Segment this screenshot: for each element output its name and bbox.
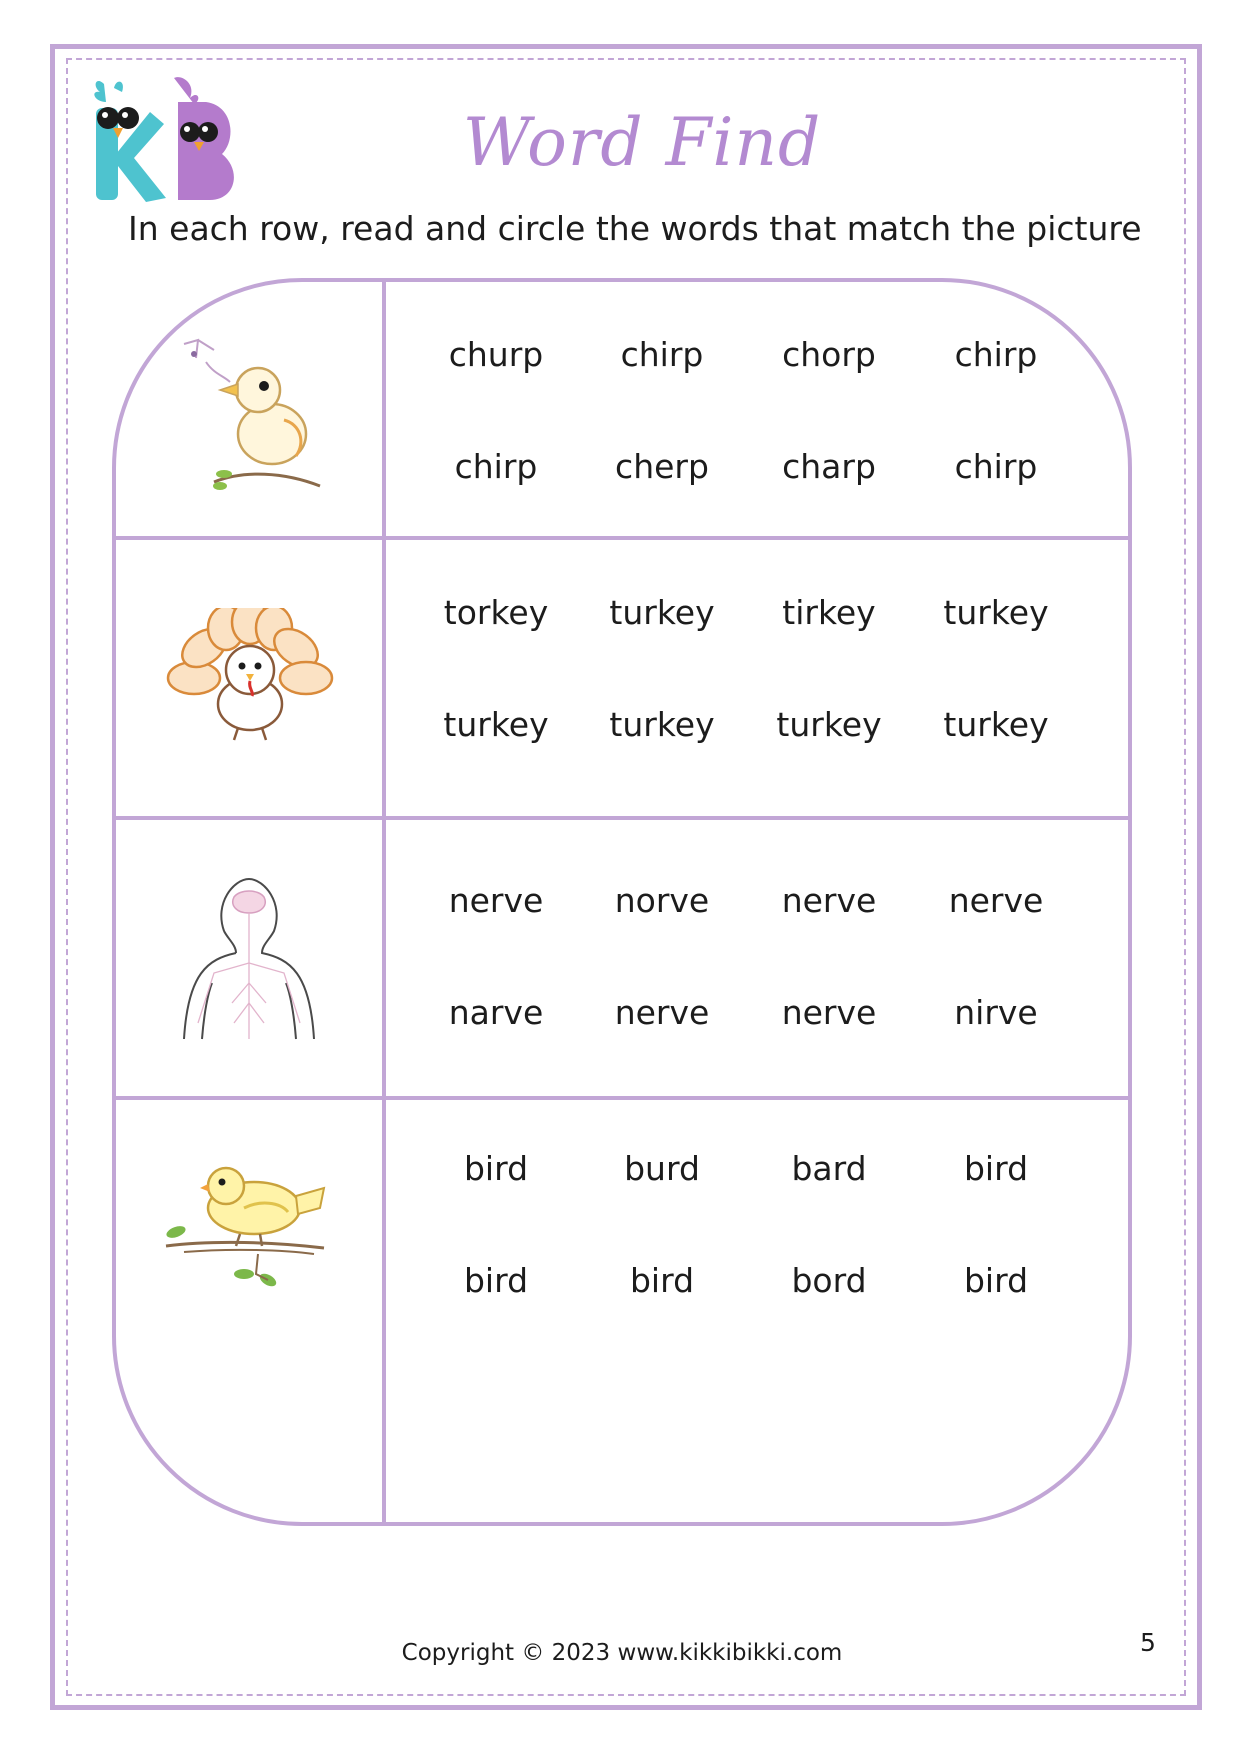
- word-line-1: [386, 330, 1128, 380]
- word-option[interactable]: bird: [963, 1149, 1029, 1188]
- word-option[interactable]: chirp: [620, 335, 704, 374]
- word-option[interactable]: torkey: [443, 593, 549, 632]
- instruction-text: In each row, read and circle the words that match the picture: [128, 209, 1142, 248]
- word-option[interactable]: tirkey: [782, 593, 876, 632]
- word-option[interactable]: nerve: [781, 881, 877, 920]
- word-line-2: [386, 988, 1128, 1038]
- word-line-2: [386, 442, 1128, 492]
- word-option[interactable]: turkey: [609, 705, 715, 744]
- word-line-2: [386, 700, 1128, 750]
- word-option[interactable]: chirp: [954, 335, 1038, 374]
- word-option[interactable]: nerve: [781, 993, 877, 1032]
- word-option[interactable]: bard: [791, 1149, 867, 1188]
- word-line-2: [386, 1256, 1128, 1306]
- word-options: [386, 540, 1128, 816]
- word-option[interactable]: charp: [782, 447, 876, 486]
- word-option[interactable]: bird: [463, 1261, 529, 1300]
- word-option[interactable]: nerve: [614, 993, 710, 1032]
- word-line-1: [386, 876, 1128, 926]
- word-option[interactable]: nerve: [948, 881, 1044, 920]
- word-find-board: [112, 278, 1132, 1526]
- picture-cell: [116, 820, 386, 1096]
- singing-bird-picture: [174, 324, 324, 494]
- word-line-1: [386, 588, 1128, 638]
- word-option[interactable]: narve: [448, 993, 544, 1032]
- word-option[interactable]: bird: [629, 1261, 695, 1300]
- word-option[interactable]: turkey: [776, 705, 882, 744]
- word-option[interactable]: churp: [448, 335, 544, 374]
- word-options: [386, 1100, 1128, 1526]
- copyright-footer: Copyright © 2023 www.kikkibikki.com: [401, 1640, 843, 1666]
- word-option[interactable]: chirp: [954, 447, 1038, 486]
- word-option[interactable]: turkey: [943, 593, 1049, 632]
- word-option[interactable]: chirp: [454, 447, 538, 486]
- word-options: [386, 282, 1128, 536]
- word-option[interactable]: turkey: [943, 705, 1049, 744]
- word-row-nerve: [116, 816, 1128, 1096]
- picture-cell: [116, 540, 386, 816]
- word-options: [386, 820, 1128, 1096]
- word-option[interactable]: bird: [463, 1149, 529, 1188]
- word-option[interactable]: bord: [791, 1261, 867, 1300]
- word-row-turkey: [116, 536, 1128, 816]
- bird-on-branch-picture: [164, 1150, 334, 1290]
- word-option[interactable]: nirve: [954, 993, 1038, 1032]
- page-number: 5: [1140, 1628, 1156, 1657]
- word-option[interactable]: chorp: [782, 335, 876, 374]
- turkey-picture: [164, 608, 334, 748]
- worksheet-title: Word Find: [462, 104, 822, 181]
- word-option[interactable]: turkey: [609, 593, 715, 632]
- word-option[interactable]: norve: [614, 881, 710, 920]
- word-row-chirp: [116, 282, 1128, 536]
- word-option[interactable]: nerve: [448, 881, 544, 920]
- word-line-1: [386, 1144, 1128, 1194]
- word-option[interactable]: bird: [963, 1261, 1029, 1300]
- picture-cell: [116, 282, 386, 536]
- word-option[interactable]: burd: [624, 1149, 700, 1188]
- word-option[interactable]: turkey: [443, 705, 549, 744]
- picture-cell: [116, 1100, 386, 1526]
- word-row-bird: [116, 1096, 1128, 1526]
- word-option[interactable]: cherp: [615, 447, 709, 486]
- nervous-system-picture: [174, 873, 324, 1043]
